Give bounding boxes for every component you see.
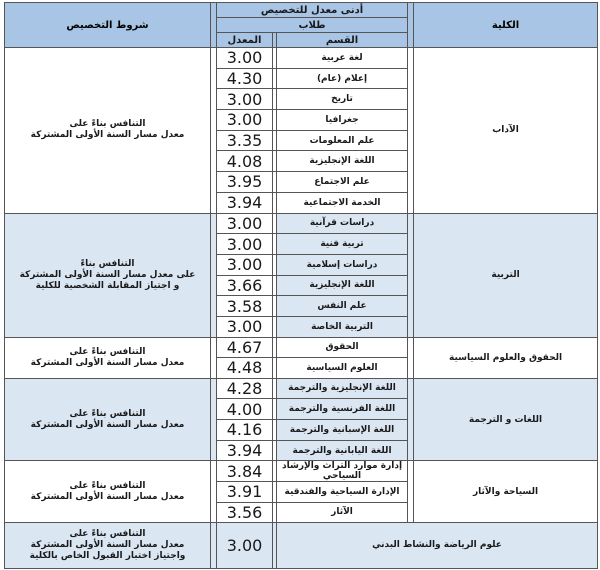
- department-name: اللغة اليابانية والترجمة: [277, 440, 408, 461]
- condition-line: التنافس بناءً: [80, 258, 135, 269]
- department-name: اللغة الفرنسية والترجمة: [277, 399, 408, 420]
- rate-value: 4.28: [217, 378, 273, 399]
- admission-table: [4, 2, 598, 569]
- table-row: [5, 522, 598, 568]
- rate-value: 3.56: [217, 502, 273, 522]
- rate-value: 3.00: [217, 89, 273, 110]
- department-name: التربية الخاصة: [277, 316, 408, 337]
- rate-value: 3.00: [217, 316, 273, 337]
- table-row: [5, 48, 598, 69]
- condition-cell: [5, 213, 211, 337]
- rate-value: 4.08: [217, 151, 273, 172]
- rate-value: 3.00: [217, 522, 273, 568]
- rate-value: 4.67: [217, 337, 273, 358]
- rate-value: 3.00: [217, 48, 273, 69]
- rate-header: المعدل: [217, 33, 273, 48]
- condition-cell: [5, 337, 211, 378]
- department-name: الإدارة السياحية والفندقية: [277, 482, 408, 502]
- department-name: تربية فنية: [277, 234, 408, 255]
- students-header: طلاب: [217, 18, 408, 33]
- department-name: الحقوق: [277, 337, 408, 358]
- department-name: تاريخ: [277, 89, 408, 110]
- condition-line: معدل مسار السنة الأولى المشتركة: [30, 491, 185, 502]
- table-row: [5, 337, 598, 358]
- rate-value: 3.58: [217, 296, 273, 317]
- department-name: إدارة موارد التراث والإرشاد السياحي: [277, 461, 408, 482]
- faculty-name: الآداب: [414, 48, 598, 214]
- department-name: اللغة الإسبانية والترجمة: [277, 420, 408, 441]
- condition-line: التنافس بناءً على: [69, 480, 146, 491]
- conditions-header: شروط التخصيص: [5, 3, 211, 48]
- condition-cell: [5, 48, 211, 214]
- condition-line: التنافس بناءً على: [69, 119, 146, 130]
- department-name: جغرافيا: [277, 110, 408, 131]
- department-name: دراسات قرآنية: [277, 213, 408, 234]
- rate-value: 3.66: [217, 275, 273, 296]
- department-name: الخدمة الاجتماعية: [277, 192, 408, 213]
- table-row: [5, 213, 598, 234]
- faculty-name: الحقوق والعلوم السياسية: [414, 337, 598, 378]
- department-name: اللغة الإنجليزية: [277, 275, 408, 296]
- condition-cell: [5, 461, 211, 522]
- rate-value: 3.00: [217, 254, 273, 275]
- department-name: إعلام (عام): [277, 68, 408, 89]
- rate-value: 3.35: [217, 130, 273, 151]
- condition-line: معدل مسار السنة الأولى المشتركة: [30, 539, 185, 550]
- department-name: لغة عربية: [277, 48, 408, 69]
- faculty-name: اللغات و الترجمة: [414, 378, 598, 461]
- department-name: الآثار: [277, 502, 408, 522]
- condition-line: التنافس بناءً على: [69, 528, 146, 539]
- rate-value: 3.00: [217, 234, 273, 255]
- department-name: علم الاجتماع: [277, 172, 408, 193]
- min-rate-header: أدنى معدل للتخصيص: [217, 3, 408, 18]
- rate-value: 4.30: [217, 68, 273, 89]
- rate-value: 3.94: [217, 440, 273, 461]
- rate-value: 3.95: [217, 172, 273, 193]
- faculty-name: التربية: [414, 213, 598, 337]
- table-row: [5, 461, 598, 482]
- condition-cell: [5, 522, 211, 568]
- condition-line: معدل مسار السنة الأولى المشتركة: [30, 130, 185, 141]
- condition-line: معدل مسار السنة الأولى المشتركة: [30, 357, 185, 368]
- rate-value: 4.00: [217, 399, 273, 420]
- condition-line: التنافس بناءً على: [69, 346, 146, 357]
- rate-value: 4.16: [217, 420, 273, 441]
- condition-line: واجتياز اختبار القبول الخاص بالكلية: [29, 550, 186, 561]
- department-name: دراسات إسلامية: [277, 254, 408, 275]
- condition-line: على معدل مسار السنة الأولى المشتركة: [19, 269, 196, 280]
- department-name: اللغة الإنجليزية والترجمة: [277, 378, 408, 399]
- department-name: علم النفس: [277, 296, 408, 317]
- faculty-name: علوم الرياضة والنشاط البدني: [277, 522, 598, 568]
- condition-line: معدل مسار السنة الأولى المشتركة: [30, 419, 185, 430]
- department-header: القسم: [277, 33, 408, 48]
- rate-value: 3.91: [217, 482, 273, 502]
- rate-value: 4.48: [217, 358, 273, 379]
- faculty-header: الكلية: [414, 3, 598, 48]
- condition-line: و اجتياز المقابلة الشخصية للكلية: [35, 280, 180, 291]
- department-name: علم المعلومات: [277, 130, 408, 151]
- table-row: [5, 378, 598, 399]
- condition-cell: [5, 378, 211, 461]
- rate-value: 3.00: [217, 213, 273, 234]
- rate-value: 3.84: [217, 461, 273, 482]
- rate-value: 3.00: [217, 110, 273, 131]
- rate-value: 3.94: [217, 192, 273, 213]
- condition-line: التنافس بناءً على: [69, 408, 146, 419]
- department-name: اللغة الإنجليزية: [277, 151, 408, 172]
- faculty-name: السياحة والآثار: [414, 461, 598, 522]
- department-name: العلوم السياسية: [277, 358, 408, 379]
